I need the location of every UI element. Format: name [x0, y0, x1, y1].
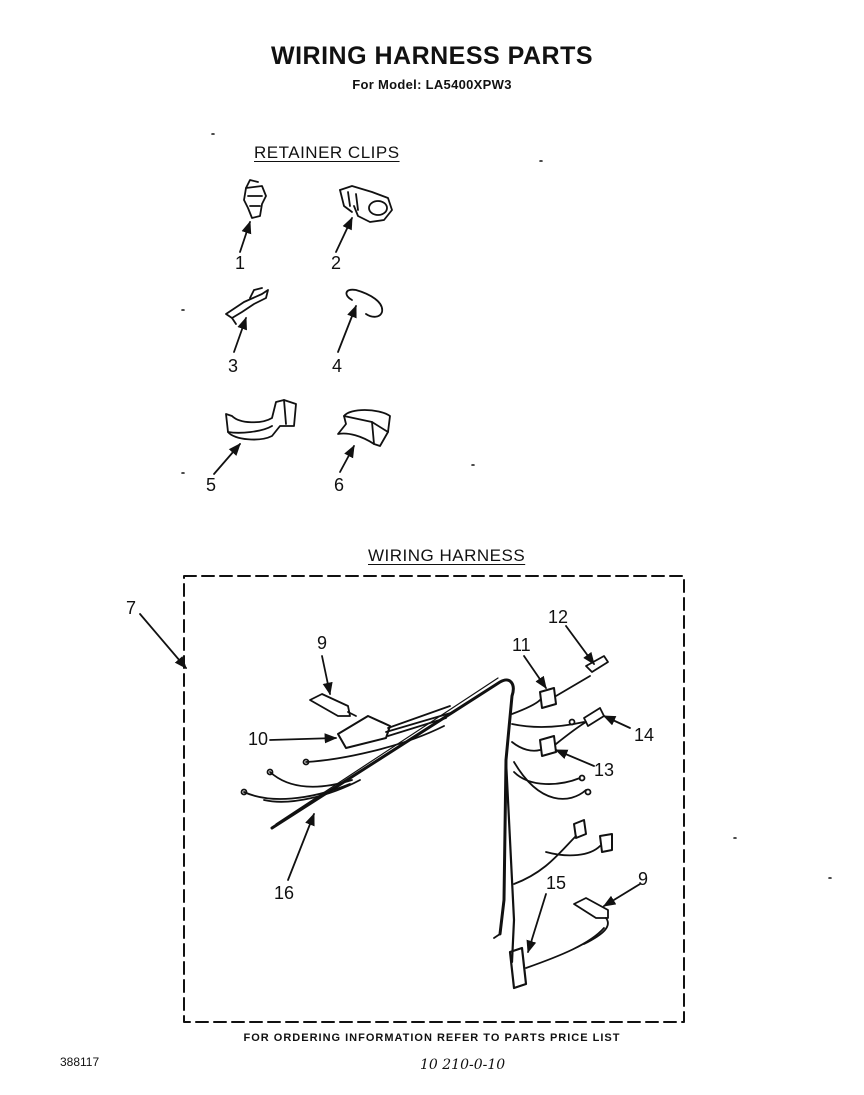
- handwritten-note: 10 210-0-10: [420, 1057, 506, 1073]
- ordering-note: FOR ORDERING INFORMATION REFER TO PARTS PRICE LIST: [243, 1032, 621, 1044]
- retainer-clip-3-icon: [226, 288, 268, 324]
- callout-3: 3: [228, 356, 239, 376]
- document-number: 388117: [60, 1055, 100, 1069]
- retainer-clip-4-icon: [346, 290, 382, 317]
- section-heading-wiring-harness: WIRING HARNESS: [368, 546, 526, 565]
- callout-4: 4: [332, 356, 343, 376]
- callout-16: 16: [274, 883, 295, 903]
- section-heading-retainer-clips: RETAINER CLIPS: [254, 143, 400, 162]
- callout-11: 11: [512, 635, 531, 655]
- callout-10: 10: [248, 729, 269, 749]
- callout-14: 14: [634, 725, 655, 745]
- callout-7: 7: [126, 598, 137, 618]
- retainer-clip-2-icon: [340, 186, 392, 222]
- retainer-clip-5-icon: [226, 400, 296, 439]
- model-subtitle: For Model: LA5400XPW3: [352, 77, 512, 92]
- callout-9-right: 9: [638, 869, 649, 889]
- callout-15: 15: [546, 873, 567, 893]
- callout-9-left: 9: [317, 633, 328, 653]
- callout-13: 13: [594, 760, 615, 780]
- callout-12: 12: [548, 607, 569, 627]
- callout-1: 1: [235, 253, 246, 273]
- callout-6: 6: [334, 475, 345, 495]
- retainer-clip-1-icon: [244, 180, 266, 218]
- wiring-harness-icon: [242, 656, 613, 988]
- callout-2: 2: [331, 253, 342, 273]
- retainer-clip-6-icon: [338, 410, 390, 446]
- callout-5: 5: [206, 475, 217, 495]
- page-title: WIRING HARNESS PARTS: [270, 42, 594, 70]
